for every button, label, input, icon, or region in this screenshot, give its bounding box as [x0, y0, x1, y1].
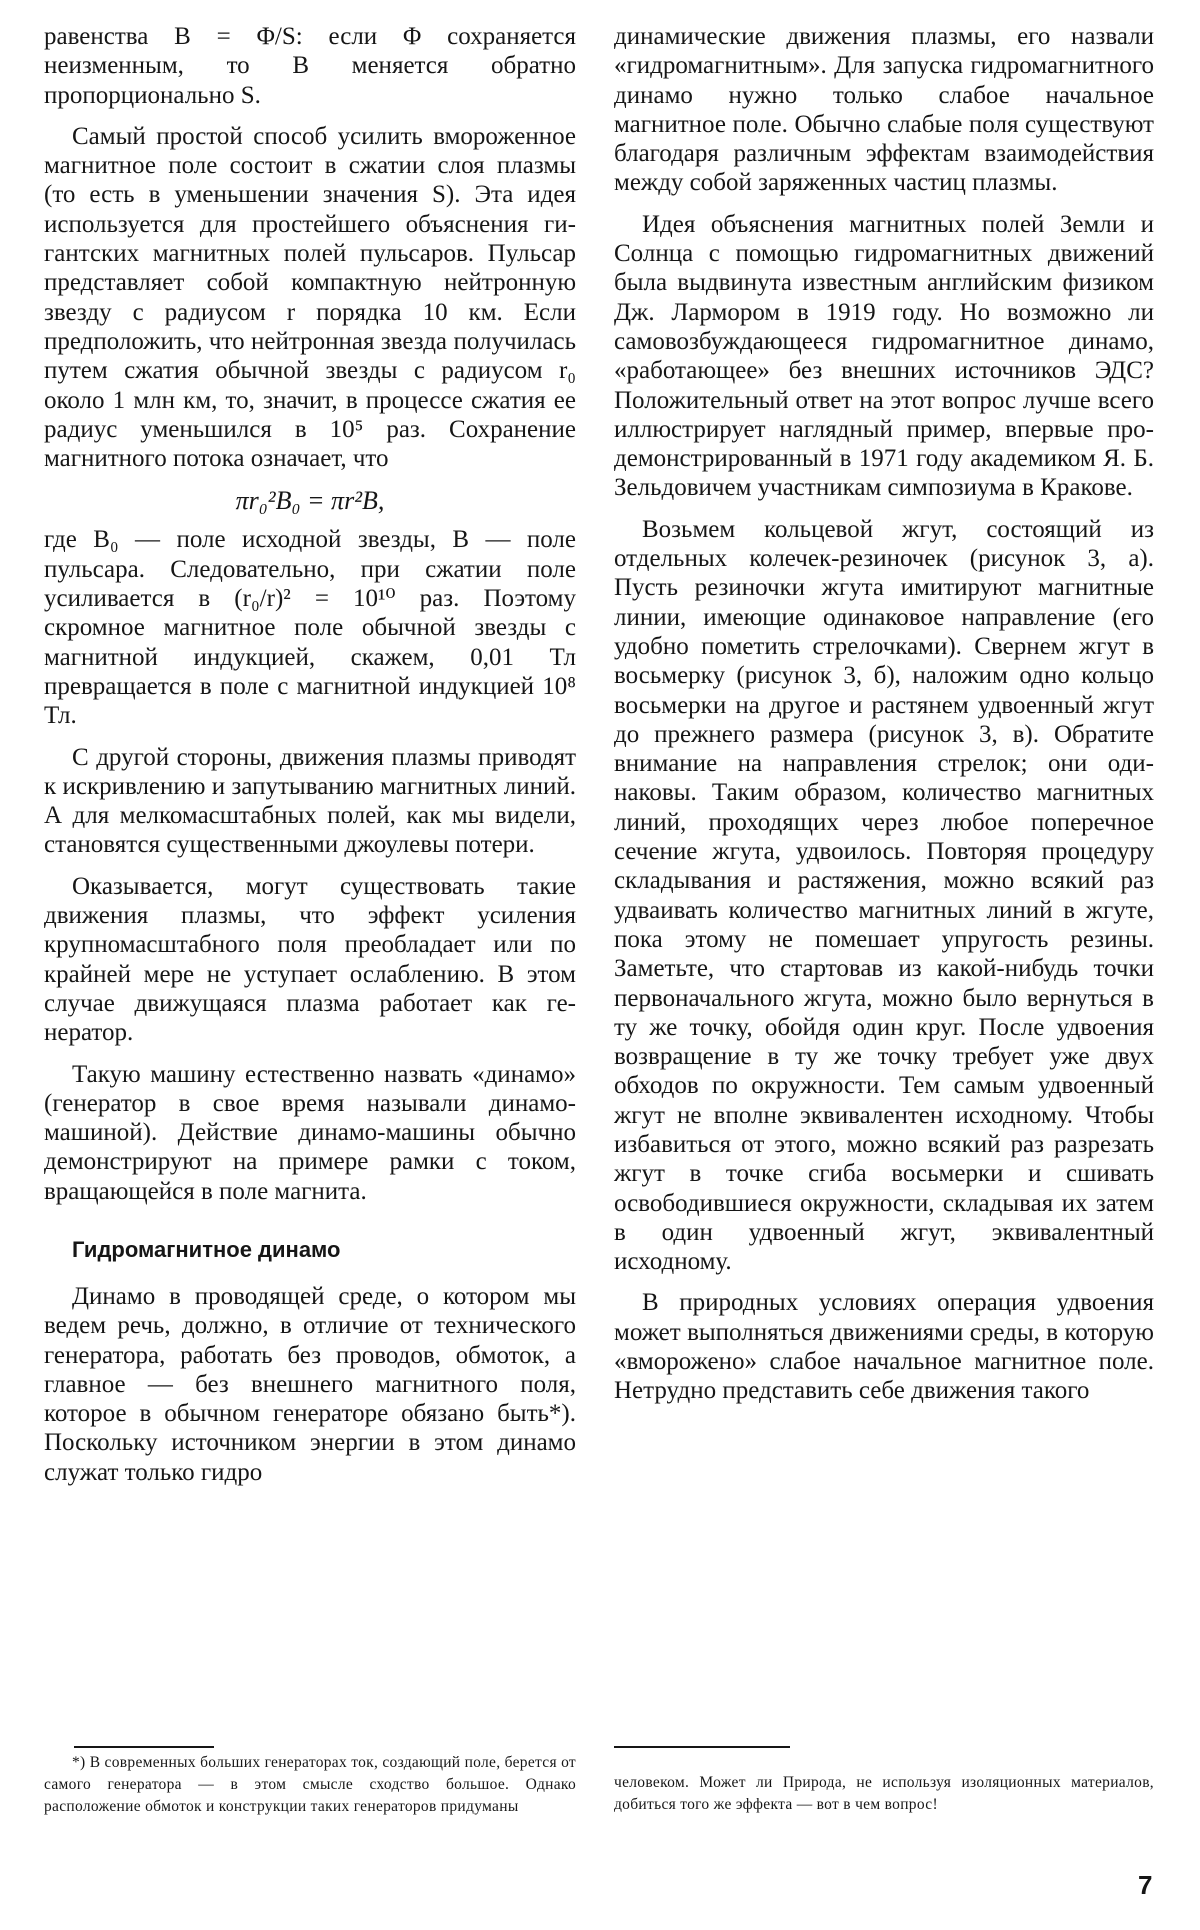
paragraph: Возьмем кольцевой жгут, состоящий из отдельных колечек-резиночек (рисунок 3, а). Пусть резиночки жгута имитируют магнитные линии, имеющие одинаковое направление (его удобно пометить стрелочками). Свернем жгут в восьмерку (рисунок 3, б), наложим одно кольцо восьмерки на другое и растянем удвоенный жгут до прежнего размера (рисунок 3, в). Обратите внимание на направления стрелок; они одинаковы. Таким образом, количество магнитных линий, проходящих через любое поперечное сечение жгута, удвоилось. Повторяя процедуру складывания и растяжения, можно всякий раз удваивать количество магнитных линий в жгуте, пока этому не помешает упругость резины. Заметьте, что стартовав из какой-нибудь точки первоначального жгута, можно было вернуться в ту же точку, обойдя один круг. После удвоения возвращение в ту же точку требует уже двух обходов по окружности. Тем самым удвоенный жгут не вполне эквивалентен исходному. Чтобы избавиться от этого, можно всякий раз разрезать жгут в точке сгиба восьмерки и сшивать освободившиеся окружности, складывая их затем в один удвоенный жгут, эквивалентный исходному. — [614, 515, 1154, 1276]
page-number: 7 — [1138, 1870, 1153, 1900]
paragraph: Оказывается, могут существовать такие движения плазмы, что эффект усиления крупномасштабного поля преобладает или по крайней мере не уступает ослаблению. В этом случае движущаяся плазма работает как генератор. — [44, 872, 576, 1047]
paragraph: динамические движения плазмы, его назвали «гидромагнитным». Для запуска гидромагнитного динамо нужно только слабое начальное магнитное поле. Обычно слабые поля существуют благодаря различным эффектам взаимодействия между собой заряженных частиц плазмы. — [614, 23, 1154, 197]
footnote-divider — [74, 1746, 214, 1748]
section-heading: Гидромагнитное динамо — [72, 1236, 341, 1262]
footnote-divider — [614, 1746, 790, 1748]
paragraph: Самый простой способ усилить вмороженное магнитное поле состоит в сжатии слоя плазмы (то есть в уменьшении значения S). Эта идея используется для простейшего объяснения гигантских магнитных полей пульсаров. Пульсар представляет собой компактную нейтронную звезду с радиусом r порядка 10 км. Если предположить, что нейтронная звезда получилась путем сжатия обычной звезды с радиусом r₀ около 1 млн км, то, значит, в процессе сжатия ее радиус уменьшился в 10⁵ раз. Сохранение магнитного потока означает, что — [44, 122, 576, 473]
left-column — [44, 22, 576, 1499]
paragraph: Идея объяснения магнитных полей Земли и Солнца с помощью гидромагнитных движений была выдвинута известным английским физиком Дж. Лармором в 1919 году. Но возможно ли самовозбуждающееся гидромагнитное динамо, «работающее» без внешних источников ЭДС? Положительный ответ на этот вопрос лучше всего иллюстрирует наглядный пример, впервые продемонстрированный в 1971 году академиком Я. Б. Зельдовичем участникам симпозиума в Кракове. — [614, 210, 1154, 502]
paragraph: С другой стороны, движения плазмы приводят к искривлению и запутыванию магнитных линий. А для мелкомасштабных полей, как мы видели, становятся существенными джоулевы потери. — [44, 743, 576, 859]
paragraph: В природных условиях операция удвоения может выполняться движениями среды, в которую «вморожено» слабое начальное магнитное поле. Нетрудно представить себе движения такого — [614, 1289, 1154, 1405]
paragraph: Такую машину естественно назвать «динамо» (генератор в свое время называли динамо-машиной). Действие динамо-машины обычно демонстрируют на примере рамки с током, вращающейся в поле магнита. — [44, 1060, 576, 1205]
footnote: *) В современных больших генераторах ток, создающий поле, берется от самого генератора — в этом смысле сходство большое. Однако расположение обмоток и конструкции таких генераторов придуманы — [44, 1754, 576, 1815]
formula-flux-conservation: πr₀²B₀ = πr²B, — [235, 486, 385, 516]
paragraph: равенства B = Φ/S: если Φ сохраняется неизменным, то B меняется обратно пропорционально S. — [44, 23, 576, 109]
footnote-continuation: человеком. Может ли Природа, не используя изоляционных материалов, добиться того же эффекта — вот в чем вопрос! — [614, 1774, 1154, 1813]
paragraph: где B₀ — поле исходной звезды, B — поле пульсара. Следовательно, при сжатии поле усиливается в (r₀/r)² = 10¹⁰ раз. Поэтому скромное магнитное поле обычной звезды с магнитной индукцией, скажем, 0,01 Тл превращается в поле с магнитной индукцией 10⁸ Тл. — [44, 526, 576, 730]
right-column — [614, 22, 1154, 1418]
paragraph: Динамо в проводящей среде, о котором мы ведем речь, должно, в отличие от технического генератора, работать без проводов, обмоток, а главное — без внешнего магнитного поля, которое в обычном генераторе обязано быть*). Поскольку источником энергии в этом динамо служат только гидро — [44, 1282, 576, 1486]
